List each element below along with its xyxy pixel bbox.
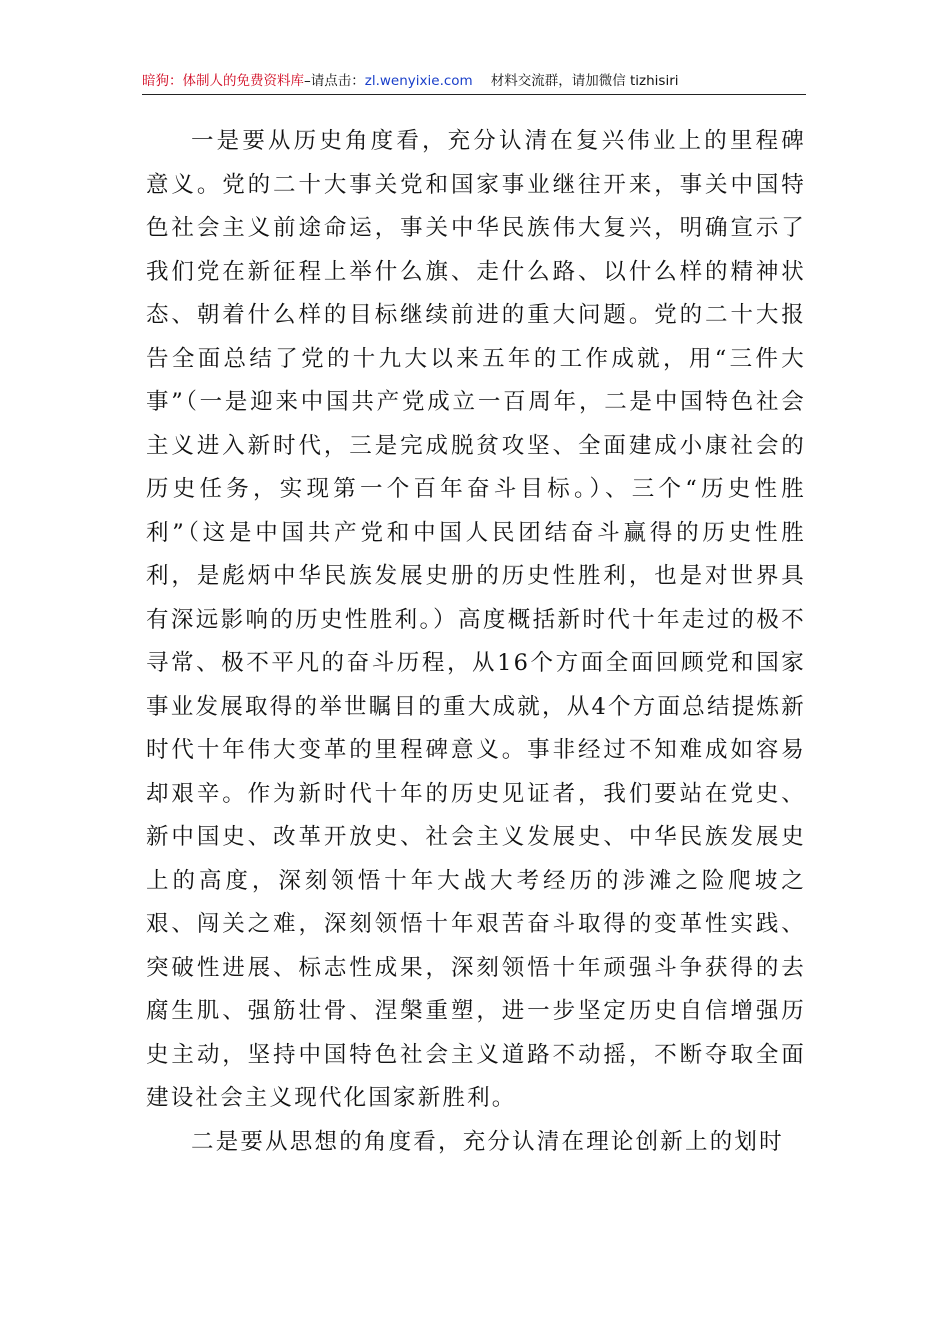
paragraph-thought: 二是要从思想的角度看，充分认清在理论创新上的划时 xyxy=(191,1128,784,1155)
header-divider xyxy=(142,94,806,95)
header-contact: 材料交流群，请加微信 tizhisiri xyxy=(490,73,679,89)
document-body xyxy=(146,120,806,1164)
header-link-prompt: –请点击： xyxy=(304,73,365,89)
header-site-name: 暗狗：体制人的免费资料库 xyxy=(142,73,304,89)
header-url-link[interactable]: zl.wenyixie.com xyxy=(364,73,473,89)
page-header xyxy=(142,70,806,92)
paragraph-history: 一是要从历史角度看，充分认清在复兴伟业上的里程碑意义。党的二十大事关党和国家事业继往开来，事关中国特色社会主义前途命运，事关中华民族伟大复兴，明确宣示了我们党在新征程上举什么旗、走什么路、以什么样的精神状态、朝着什么样的目标继续前进的重大问题。党的二十大报告全面总结了党的十九大以来五年的工作成就，用“三件大事”（一是迎来中国共产党成立一百周年，二是中国特色社会主义进入新时代，三是完成脱贫攻坚、全面建成小康社会的历史任务，实现第一个百年奋斗目标。）、三个“历史性胜利”（这是中国共产党和中国人民团结奋斗赢得的历史性胜利，是彪炳中华民族发展史册的历史性胜利，也是对世界具有深远影响的历史性胜利。）高度概括新时代十年走过的极不寻常、极不平凡的奋斗历程，从16个方面全面回顾党和国家事业发展取得的举世瞩目的重大成就，从4个方面总结提炼新时代十年伟大变革的里程碑意义。事非经过不知难成如容易却艰辛。作为新时代十年的历史见证者，我们要站在党史、新中国史、改革开放史、社会主义发展史、中华民族发展史上的高度，深刻领悟十年大战大考经历的涉滩之险爬坡之艰、闯关之难，深刻领悟十年艰苦奋斗取得的变革性实践、突破性进展、标志性成果，深刻领悟十年顽强斗争获得的去腐生肌、强筋壮骨、涅槃重塑，进一步坚定历史自信增强历史主动，坚持中国特色社会主义道路不动摇，不断夺取全面建设社会主义现代化国家新胜利。 xyxy=(146,128,806,1111)
